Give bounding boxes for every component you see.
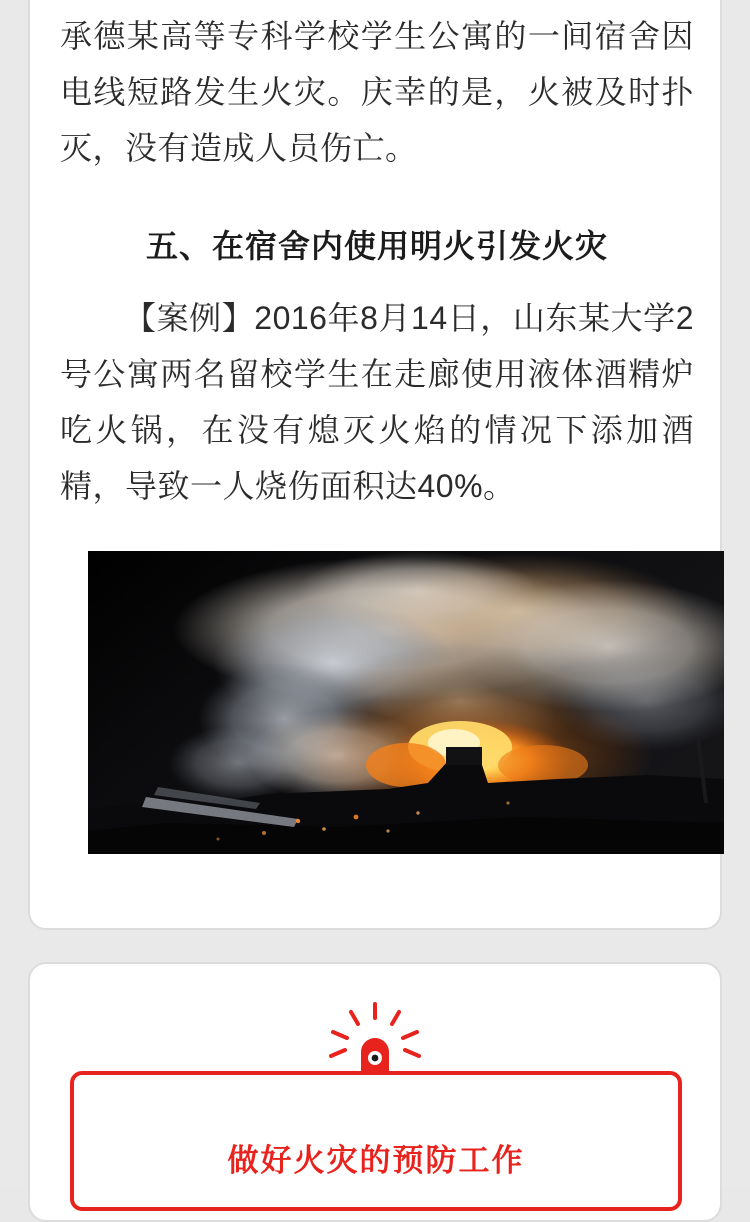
article-body [60, 8, 694, 514]
article-card [28, 0, 722, 930]
fire-photo [88, 551, 724, 854]
article-section-heading: 五、在宿舍内使用明火引发火灾 [145, 228, 608, 264]
prevention-banner-title: 做好火灾的预防工作 [227, 1143, 525, 1178]
prevention-banner-card [28, 962, 722, 1222]
article-paragraph-2: 【案例】2016年8月14日，山东某大学2号公寓两名留校学生在走廊使用液体酒精炉吃火锅，在没有熄灭火焰的情况下添加酒精，导致一人烧伤面积达40%。 [60, 300, 694, 504]
prevention-red-box [70, 1071, 682, 1211]
article-paragraph-1: 承德某高等专科学校学生公寓的一间宿舍因电线短路发生火灾。庆幸的是，火被及时扑灭，没有造成人员伤亡。 [60, 18, 694, 166]
alarm-light-icon [315, 1002, 435, 1080]
